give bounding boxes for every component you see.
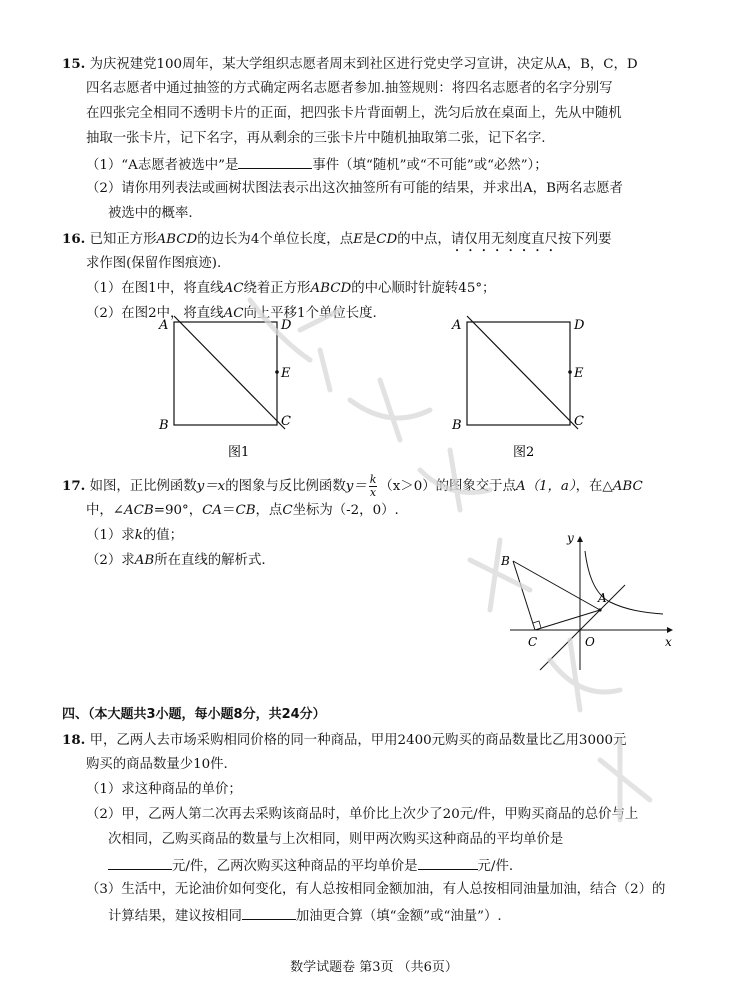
fraction-numerator: k — [369, 473, 377, 486]
page-footer: 数学试题卷 第3页 （共6页） — [290, 960, 458, 975]
answer-blank[interactable] — [418, 853, 478, 870]
figure-1-caption: 图1 — [228, 445, 250, 460]
q18-part3-text: 计算结果，建议按相同 — [108, 909, 242, 924]
q15-part2-cont: 被选中的概率. — [108, 206, 193, 221]
q18-part3-line2 — [108, 903, 502, 929]
q18-part2-text: 元/件，乙两次购买这种商品的平均单价是 — [172, 859, 418, 874]
q17-text: ，点 — [255, 503, 283, 518]
q16-part1-var: AC — [223, 281, 244, 296]
q17-formula: y＝x — [196, 479, 226, 494]
q18-part1: （1）求这种商品的单价； — [86, 782, 242, 797]
q17-part1 — [86, 524, 183, 548]
fraction-k-over-x — [369, 474, 378, 499]
label-x: x — [665, 635, 672, 649]
q16-part2-text: 向上平移1个单位长度. — [243, 306, 377, 321]
q18-stem-1: 甲，乙两人去市场采购相同价格的同一种商品，甲用2400元购买的商品数量比乙用3000元 — [89, 733, 627, 748]
answer-blank[interactable] — [108, 853, 172, 870]
label-c: C — [574, 414, 584, 429]
q16-text: 的边长为4个单位长度，点 — [197, 232, 354, 247]
label-c: C — [528, 635, 538, 649]
q17-formula: y＝ — [345, 479, 367, 494]
q17-part2 — [86, 549, 266, 573]
q16-text: 已知正方形 — [89, 232, 157, 247]
q18-part2-line3 — [108, 853, 513, 879]
q17-text: ，在△ — [575, 479, 613, 494]
q17-part2-var: AB — [134, 553, 155, 568]
fraction-denominator: x — [369, 486, 377, 499]
q17-var: CA — [202, 503, 223, 518]
q16-line1 — [62, 227, 612, 255]
q17-text: =90°， — [153, 503, 203, 518]
q15-part1-text-b: 事件（填“随机”或“不可能”或“必然”）； — [312, 158, 548, 173]
y-axis-arrow — [577, 536, 583, 542]
q17-number: 17. — [62, 478, 86, 494]
figure-2 — [443, 312, 603, 468]
figure-2-caption: 图2 — [513, 445, 535, 460]
q16-part1-text: 的中心顺时针旋转45°； — [351, 281, 496, 296]
label-d: D — [574, 318, 585, 333]
q16-part2-var: AC — [223, 306, 244, 321]
label-e: E — [281, 366, 291, 381]
label-y: y — [567, 531, 574, 545]
q16-text: 的中点， — [397, 232, 451, 247]
hyperbola-curve — [585, 551, 663, 614]
q17-var: CB — [235, 503, 256, 518]
q15-line4: 抽取一张卡片，记下名字，再从剩余的三张卡片中随机抽取第二张，记下名字. — [86, 131, 546, 146]
line-ac — [174, 316, 285, 429]
label-b: B — [501, 554, 510, 568]
q17-text: 中，∠ — [86, 503, 125, 518]
q18-part2-line1: （2）甲，乙两人第二次再去采购该商品时，单价比上次少了20元/件，甲购买商品的总价与上 — [86, 807, 639, 822]
q16-var: CD — [376, 232, 398, 247]
q16-part1-text: 绕着正方形 — [243, 281, 311, 296]
q17-line1 — [62, 472, 643, 501]
q17-text: 的图象与反比例函数 — [225, 479, 346, 494]
q17-text: ＝ — [222, 503, 236, 518]
q18-number: 18. — [62, 732, 86, 748]
figure-1 — [150, 312, 310, 468]
q16-part2-text: （2）在图2中，将直线 — [86, 306, 224, 321]
q16-var: E — [353, 232, 363, 247]
q18-part2-text: 元/件. — [477, 859, 514, 874]
label-b: B — [159, 418, 169, 433]
answer-blank[interactable] — [238, 152, 312, 169]
q18-part3-text: 加油更合算（填“金额”或“油量”）. — [295, 909, 502, 924]
q17-var: ACB — [124, 503, 154, 518]
q15-line1 — [62, 52, 638, 77]
label-b: B — [452, 418, 462, 433]
q17-part1-text: 的值； — [142, 528, 183, 543]
q15-number: 15. — [62, 56, 86, 72]
line-y-eq-x — [540, 585, 625, 670]
label-a: A — [159, 318, 169, 333]
q16-part1-var: ABCD — [310, 281, 352, 296]
point-e — [275, 370, 279, 374]
q15-part2: （2）请你用列表法或画树状图法表示出这次抽签所有可能的结果，并求出A，B两名志愿者 — [86, 181, 623, 196]
q17-part1-text: （1）求 — [86, 528, 135, 543]
q16-line2: 求作图(保留作图痕迹). — [86, 256, 222, 271]
q16-part1-text: （1）在图1中，将直线 — [86, 281, 224, 296]
q18-line2: 购买的商品数量少10件. — [86, 757, 228, 772]
q16-text: 按下列要 — [557, 232, 612, 247]
q15-part1 — [86, 152, 548, 178]
label-a: A — [452, 318, 462, 333]
q17-line2 — [86, 499, 399, 523]
section-4-heading: 四、（本大题共3小题，每小题8分，共24分） — [62, 707, 326, 722]
q18-part3-line1: （3）生活中，无论油价如何变化，有人总按相同金额加油，有人总按相同油量加油，结合（2）的 — [86, 882, 666, 897]
q15-stem-1: 为庆祝建党100周年，某大学组织志愿者周末到社区进行党史学习宣讲，决定从A，B，C，D — [89, 57, 638, 72]
q17-var: ABC — [612, 479, 643, 494]
q16-text: 是 — [362, 232, 377, 247]
q16-var: ABCD — [156, 232, 198, 247]
q15-part1-text-a: （1）“A志愿者被选中”是 — [86, 158, 239, 173]
x-axis-arrow — [667, 627, 673, 633]
label-d: D — [281, 318, 292, 333]
line-ac — [467, 316, 578, 429]
point-a — [598, 608, 601, 611]
q15-line2: 四名志愿者中通过抽签的方式确定两名志愿者参加.抽签规则：将四名志愿者的名字分别写 — [86, 81, 613, 96]
square-abcd — [467, 322, 570, 425]
label-e: E — [574, 366, 584, 381]
q17-part2-text: 所在直线的解析式. — [154, 553, 266, 568]
label-a: A — [598, 591, 607, 605]
q17-text: 如图，正比例函数 — [89, 479, 197, 494]
q17-text: （x＞0）的图象交于点 — [379, 479, 516, 494]
point-e — [568, 370, 572, 374]
q17-text: 坐标为（-2，0）. — [292, 503, 399, 518]
square-abcd — [174, 322, 277, 425]
q17-var: C — [282, 503, 293, 518]
q16-number: 16. — [62, 231, 86, 247]
answer-blank[interactable] — [242, 903, 296, 920]
q16-part1 — [86, 277, 495, 301]
q18-line1 — [62, 728, 626, 753]
label-c: C — [281, 414, 291, 429]
label-o: O — [585, 635, 595, 649]
q15-line3: 在四张完全相同不透明卡片的正面，把四张卡片背面朝上，洗匀后放在桌面上，先从中随机 — [86, 106, 622, 121]
q18-part2-line2: 次相同，乙购买商品的数量与上次相同，则甲两次购买这种商品的平均单价是 — [108, 832, 564, 847]
q17-point: A（1，a） — [515, 479, 576, 494]
q17-part2-text: （2）求 — [86, 553, 135, 568]
q16-emphasis: 请仅用无刻度直尺 — [450, 232, 558, 247]
q17-part1-var: k — [134, 528, 143, 543]
q17-graph — [495, 528, 685, 678]
